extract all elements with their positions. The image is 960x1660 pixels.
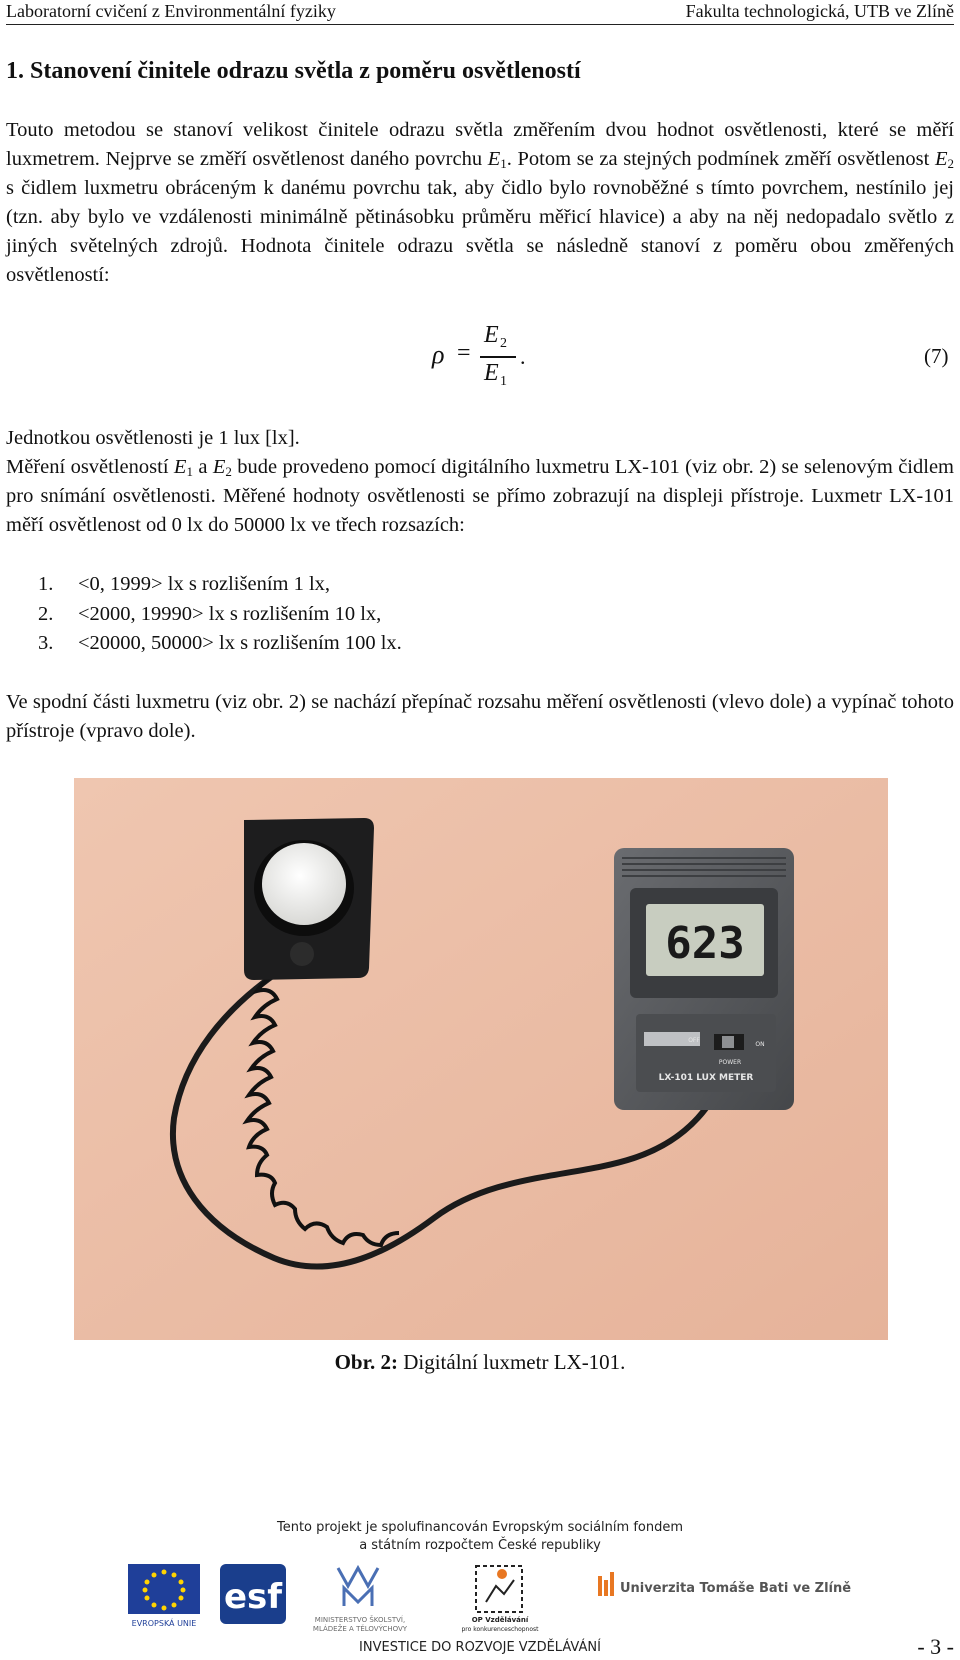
op-vk-logo: [476, 1566, 522, 1612]
logo-strip: [0, 1560, 960, 1636]
numerator-subscript: 2: [500, 336, 507, 351]
list-number: 1.: [38, 573, 54, 595]
running-header: [6, 0, 954, 25]
header-faculty: Fakulta technologická, UTB ve Zlíně: [685, 1, 954, 21]
intro-paragraph: [6, 116, 954, 290]
sensor-head: [244, 818, 374, 980]
op-label-2: pro konkurenceschopnost: [461, 1626, 539, 1633]
equation-number: (7): [924, 344, 949, 368]
unit-paragraph: Jednotkou osvětlenosti je 1 lux [lx].: [6, 427, 300, 449]
list-text: <0, 1999> lx s rozlišením 1 lx,: [78, 573, 331, 595]
eu-label: EVROPSKÁ UNIE: [131, 1619, 197, 1628]
funding-line-2: a státním rozpočtem České republiky: [359, 1538, 601, 1553]
equation-period: .: [520, 344, 526, 369]
msmt-label-1: MINISTERSTVO ŠKOLSTVÍ,: [314, 1616, 406, 1624]
measure-paragraph: [6, 453, 954, 540]
power-label: POWER: [718, 1059, 742, 1066]
esf-label: esf: [223, 1577, 283, 1617]
luxmeter-photo: [74, 778, 888, 1340]
list-number: 3.: [38, 632, 54, 654]
intro-text-1: Touto metodou se stanoví velikost činitele odrazu světla změřením dvou hodnot osvětlenosti, které se měří luxmetrem. Nejprve se změří osvětlenost daného povrchu: [6, 119, 954, 170]
caption-label: Obr. 2:: [334, 1350, 398, 1374]
list-item: [6, 600, 402, 630]
msmt-label-2: MLÁDEŽE A TĚLOVÝCHOVY: [312, 1625, 408, 1633]
list-text: <20000, 50000> lx s rozlišením 100 lx.: [78, 632, 402, 654]
page-number: - 3 -: [917, 1634, 954, 1659]
utb-logo: [598, 1572, 614, 1596]
on-label: ON: [755, 1041, 765, 1048]
list-number: 2.: [38, 602, 54, 625]
intro-text-2: . Potom se za stejných podmínek změří osvětlenost: [506, 148, 935, 170]
sub-2: 2: [225, 464, 232, 479]
investment-slogan: INVESTICE DO ROZVOJE VZDĚLÁVÁNÍ: [359, 1640, 601, 1655]
intro-text-3: s čidlem luxmetru obráceným k danému povrchu tak, aby čidlo bylo rovnoběžné s tímto povrchem, nestínilo jej (tzn. aby bylo ve vzdálenosti minimálně pětinásobku průměru měřicí hlavice) a aby na něj nedopadalo světlo z jiných světelných zdrojů. Hodnota činitele odrazu světla se následně stanoví z poměru obou změřených osvětleností:: [6, 177, 954, 286]
range-list: [6, 570, 402, 659]
sub-1: 1: [186, 464, 193, 479]
bottom-paragraph: Ve spodní části luxmetru (viz obr. 2) se nachází přepínač rozsahu měření osvětlenosti (vlevo dole) a vypínač tohoto přístroje (vpravo dole).: [6, 691, 954, 742]
measure-text-1: Měření osvětleností: [6, 456, 174, 478]
list-item: [6, 629, 402, 659]
fraction-numerator: E: [484, 322, 499, 348]
rho-symbol: ρ: [432, 340, 445, 369]
equals-sign: =: [457, 340, 471, 366]
msmt-logo: [338, 1568, 378, 1606]
fraction-bar: [480, 356, 516, 358]
equation-7: [0, 318, 960, 394]
caption-text: Digitální luxmetr LX-101.: [397, 1350, 626, 1374]
denominator-subscript: 1: [500, 374, 507, 389]
fraction-denominator: E: [484, 360, 499, 386]
lcd-reading: 623: [665, 918, 745, 969]
var-e1: E: [487, 148, 501, 170]
funding-line-1: Tento projekt je spolufinancován Evropským sociálním fondem: [276, 1520, 683, 1535]
sub-1: 1: [500, 156, 507, 171]
off-label: OFF: [688, 1037, 700, 1044]
list-item: [6, 570, 402, 600]
measure-text-3: bude provedeno pomocí digitálního luxmetru LX-101 (viz obr. 2) se selenovým čidlem pro snímání osvětlenosti. Měřené hodnoty osvětlenosti se přímo zobrazují na displeji přístroje. Luxmetr LX-101 měří osvětlenost od 0 lx do 50000 lx ve třech rozsazích:: [6, 456, 954, 536]
utb-label: Univerzita Tomáše Bati ve Zlíně: [620, 1581, 852, 1596]
meter-body: [614, 848, 794, 1110]
section-title: 1. Stanovení činitele odrazu světla z poměru osvětleností: [6, 58, 581, 84]
header-course-title: Laboratorní cvičení z Environmentální fyziky: [6, 1, 336, 21]
var-e1: E: [173, 456, 187, 478]
sub-2: 2: [947, 156, 955, 171]
list-text: <2000, 19990> lx s rozlišením 10 lx,: [78, 602, 382, 625]
op-label-1: OP Vzdělávání: [471, 1616, 529, 1624]
eu-flag-logo: [128, 1564, 200, 1614]
var-e2: E: [212, 456, 226, 478]
measure-text-2: a: [192, 456, 213, 478]
meter-model-label: LX-101 LUX METER: [658, 1073, 754, 1083]
figure-caption: [0, 1350, 960, 1375]
var-e2: E: [934, 148, 948, 170]
